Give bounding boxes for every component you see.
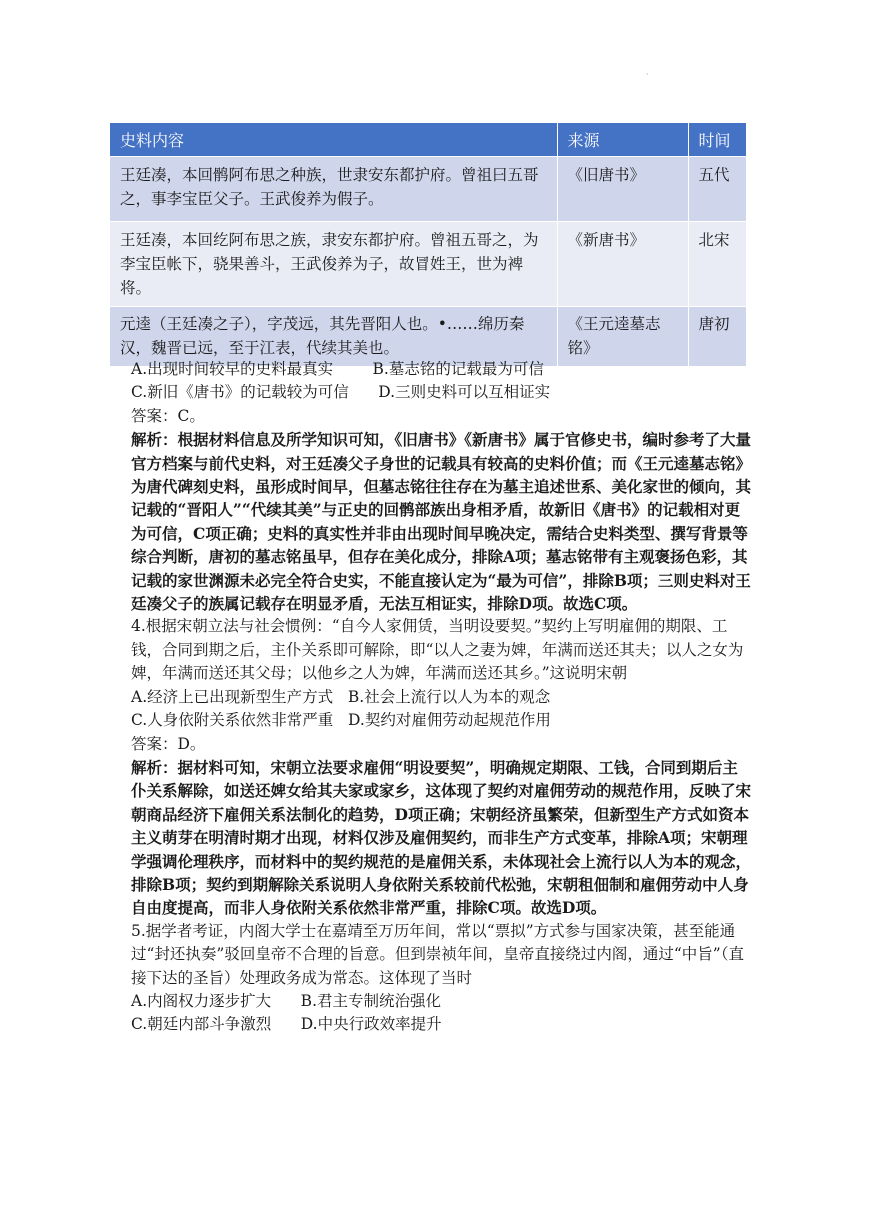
q4-options-line1: A.经济上已出现新型生产方式 B.社会上流行以人为本的观念 xyxy=(131,687,551,706)
q4-stem: 4.根据宋朝立法与社会惯例：“自今人家佣赁，当明设要契。”契约上写明雇佣的期限、工钱，合同到期之后，主仆关系即可解除，即“以人之妻为婢，年满而送还其夫；以人之女为婢，年满而送还其父母；以他乡之人为婢，年满而送还其乡。”这说明宋朝 xyxy=(131,617,744,683)
q3-analysis: 解析：根据材料信息及所学知识可知，《旧唐书》《新唐书》属于官修史书，编时参考了大量官方档案与前代史料，对王廷凑父子身世的记载具有较高的史料价值；而《王元逵墓志铭》为唐代碑刻史料，虽形成时间早，但墓志铭往往存在为墓主追述世系、美化家世的倾向，其记载的“晋阳人”“代续其美”与正史的回鹘部族出身相矛盾，故新旧《唐书》的记载相对更为可信，C项正确；史料的真实性并非由出现时间早晚决定，需结合史料类型、撰写背景等综合判断，唐初的墓志铭虽早，但存在美化成分，排除A项；墓志铭带有主观褒扬色彩，其记载的家世渊源未必完全符合史实，不能直接认定为“最为可信”，排除B项；三则史料对王廷凑父子的族属记载存在明显矛盾，无法互相证实，排除D项。故选C项。 xyxy=(131,430,752,614)
row-content: 元逵（王廷凑之子），字茂远，其先晋阳人也。•……绵历秦汉，魏晋已远，至于江表，代续其美也。 xyxy=(110,307,557,367)
row-content: 王廷凑，本回鹘阿布思之种族，世隶安东都护府。曾祖曰五哥之，事李宝臣父子。王武俊养为假子。 xyxy=(110,157,557,222)
q3-options-line2: C.新旧《唐书》的记载较为可信 D.三则史料可以互相证实 xyxy=(131,383,551,402)
source-table xyxy=(110,123,746,366)
q3-options-line1: A.出现时间较早的史料最真实 B.墓志铭的记载最为可信 xyxy=(131,360,544,378)
q4-analysis: 解析：据材料可知，宋朝立法要求雇佣“明设要契”，明确规定期限、工钱，合同到期后主仆关系解除，如送还婢女给其夫家或家乡，这体现了契约对雇佣劳动的规范作用，反映了宋朝商品经济下雇佣关系法制化的趋势，D项正确；宋朝经济虽繁荣，但新型生产方式如资本主义萌芽在明清时期才出现，材料仅涉及雇佣契约，而非生产方式变革，排除A项；宋朝理学强调伦理秩序，而材料中的契约规范的是雇佣关系，未体现社会上流行以人为本的观念，排除B项；契约到期解除关系说明人身依附关系较前代松弛，宋朝租佃制和雇佣劳动中人身自由度提高，而非人身依附关系依然非常严重，排除C项。故选D项。 xyxy=(131,757,752,918)
table-header-row xyxy=(110,123,746,157)
row-source: 《王元逵墓志铭》 xyxy=(557,307,688,367)
row-source: 《旧唐书》 xyxy=(557,157,688,222)
header-content: 史料内容 xyxy=(110,123,557,157)
row-time: 五代 xyxy=(688,157,746,222)
row-source: 《新唐书》 xyxy=(557,222,688,307)
row-time: 唐初 xyxy=(688,307,746,367)
table-row xyxy=(110,157,746,222)
stray-dot: · xyxy=(646,70,649,79)
header-time: 时间 xyxy=(688,123,746,157)
q5-options-line1: A.内阁权力逐步扩大 B.君主专制统治强化 xyxy=(131,991,442,1010)
q4-options-line2: C.人身依附关系依然非常严重 D.契约对雇佣劳动起规范作用 xyxy=(131,711,551,730)
table-row xyxy=(110,222,746,307)
q5-options-line2: C.朝廷内部斗争激烈 D.中央行政效率提升 xyxy=(131,1015,442,1034)
question-body xyxy=(131,358,751,1037)
q5-stem: 5.据学者考证，内阁大学士在嘉靖至万历年间，常以“票拟”方式参与国家决策，甚至能通过“封还执奏”驳回皇帝不合理的旨意。但到崇祯年间，皇帝直接绕过内阁，通过“中旨”（直接下达的圣旨）处理政务成为常态。这体现了当时 xyxy=(131,921,744,987)
q4-answer: 答案：D。 xyxy=(131,734,206,753)
row-content: 王廷凑，本回纥阿布思之族，隶安东都护府。曾祖五哥之，为李宝臣帐下，骁果善斗，王武俊养为子，故冒姓王，世为裨将。 xyxy=(110,222,557,307)
header-source: 来源 xyxy=(557,123,688,157)
row-time: 北宋 xyxy=(688,222,746,307)
q3-answer: 答案：C。 xyxy=(131,406,205,425)
